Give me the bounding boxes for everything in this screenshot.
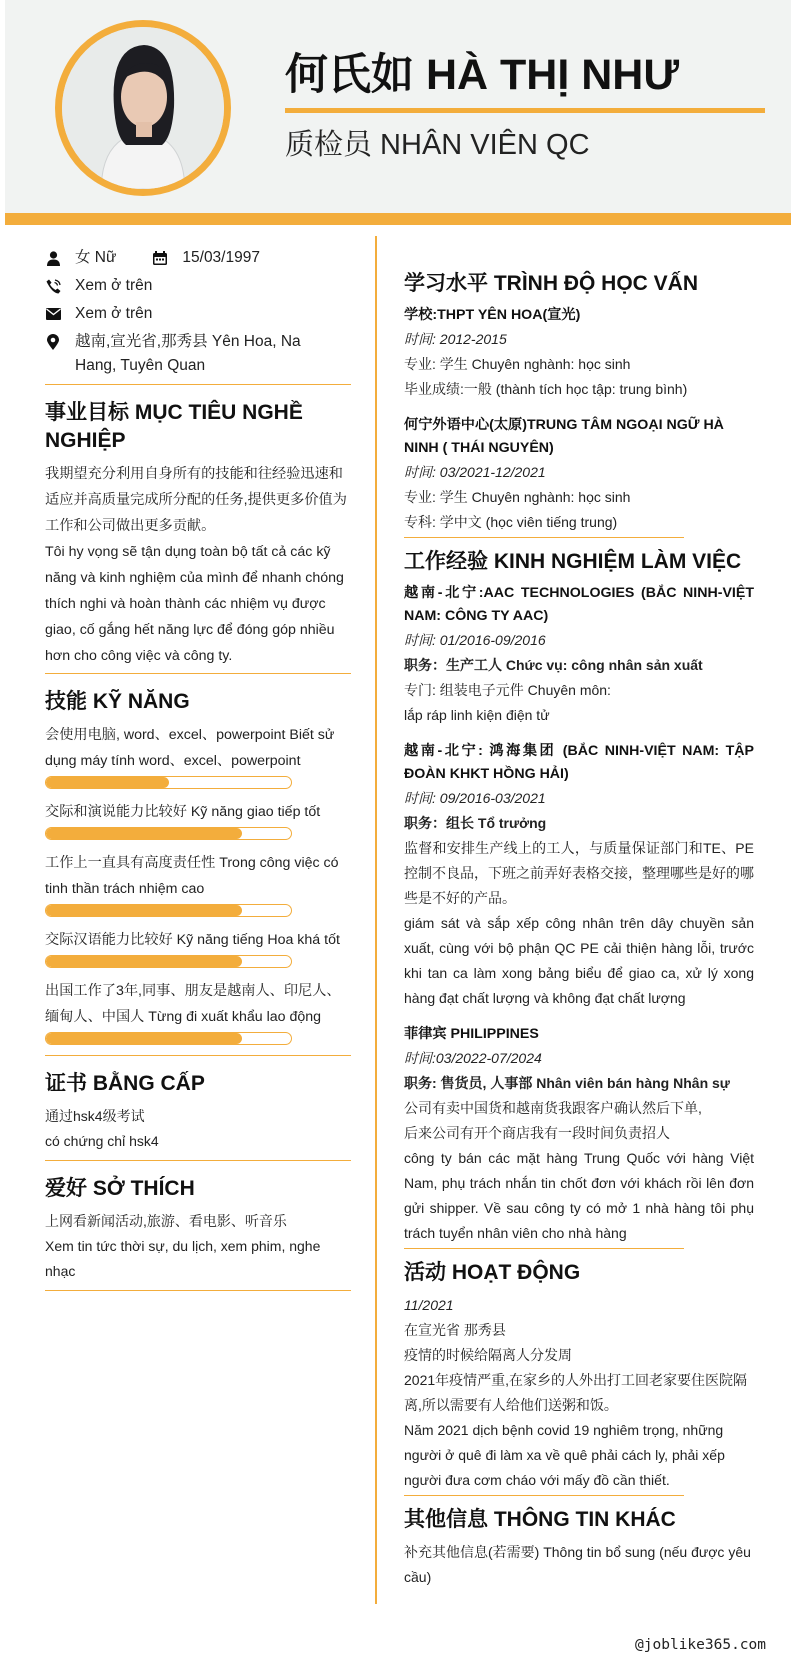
experience-desc: 专门: 组装电子元件 Chuyên môn: (404, 682, 611, 698)
email-text: Xem ở trên (75, 305, 153, 322)
skill-level-fill (46, 777, 169, 788)
avatar (55, 20, 231, 196)
experience-desc: lắp ráp linh kiện điện tử (404, 707, 550, 723)
right-column (404, 270, 754, 1590)
skill-level-bar (45, 904, 292, 917)
education-section (404, 270, 754, 535)
skill-level-bar (45, 776, 292, 789)
activity-time: 11/2021 (404, 1297, 454, 1313)
skills-list (45, 722, 351, 1045)
experience-time: 时间: 01/2016-09/2016 (404, 632, 546, 648)
skill-level-fill (46, 905, 242, 916)
experience-desc: 公司有卖中国货和越南货我跟客户确认然后下单, (404, 1100, 702, 1116)
education-extra: 专科: 学中文 (học viên tiếng trung) (404, 514, 618, 530)
experience-title: 工作经验 KINH NGHIỆM LÀM VIỆC (404, 550, 742, 573)
user-icon (45, 246, 61, 270)
experience-section (404, 548, 754, 1246)
left-column (45, 246, 351, 1305)
skill-text: 交际和演说能力比较好 Kỹ năng giao tiếp tốt (45, 804, 321, 820)
experience-time: 时间:03/2022-07/2024 (404, 1050, 542, 1066)
other-info-text: 补充其他信息(若需要) Thông tin bổ sung (nếu được yêu cầu) (404, 1544, 751, 1585)
hobby-line: Xem tin tức thời sự, du lịch, xem phim, nghe nhạc (45, 1238, 321, 1279)
experience-entry (404, 1023, 754, 1246)
education-title: 学习水平 TRÌNH ĐỘ HỌC VẤN (404, 272, 698, 295)
certificate-line: có chứng chỉ hsk4 (45, 1133, 159, 1149)
company-name: 越南-北宁: 鸿海集团 (BẮC NINH-VIỆT NAM: TẬP ĐOÀN KHKT HỒNG HẢI) (404, 743, 754, 782)
experience-role: 职务：组长 Tổ trưởng (404, 815, 547, 831)
job-title: 质检员 NHÂN VIÊN QC (285, 129, 590, 161)
education-entry (404, 304, 754, 402)
education-time: 时间: 2012-2015 (404, 331, 507, 347)
header-accent-bar (5, 213, 791, 225)
skills-section (45, 688, 351, 1045)
hobbies-section (45, 1175, 351, 1284)
skill-level-bar (45, 955, 292, 968)
candidate-name: 何氏如 HÀ THỊ NHƯ (285, 51, 679, 99)
education-major: 专业: 学生 Chuyên nghành: học sinh (404, 489, 631, 505)
skill-level-fill (46, 1033, 242, 1044)
experience-role: 职务：生产工人 Chức vụ: công nhân sản xuất (404, 657, 703, 673)
skill-level-fill (46, 956, 242, 967)
contact-email (45, 302, 351, 326)
education-major: 专业: 学生 Chuyên nghành: học sinh (404, 356, 631, 372)
hobbies-title: 爱好 SỞ THÍCH (45, 1177, 195, 1200)
certificates-title: 证书 BẰNG CẤP (45, 1072, 205, 1095)
section-separator (45, 673, 351, 674)
gender-text: 女 Nữ (75, 249, 117, 266)
phone-icon (45, 274, 61, 298)
school-name: 何宁外语中心(太原)TRUNG TÂM NGOẠI NGỮ HÀ NINH ( THÁI NGUYÊN) (404, 417, 724, 456)
address-text: 越南,宣光省,那秀县 Yên Hoa, Na Hang, Tuyên Quan (75, 333, 301, 374)
hobby-line: 上网看新闻活动,旅游、看电影、听音乐 (45, 1213, 287, 1229)
experience-desc: công ty bán các mặt hàng Trung Quốc với hàng Việt Nam, phụ trách nhắn tin chốt đơn với khách rồi lên đơn gửi shipper. Về sau công ty có mở 1 nhà hàng tôi phụ trách tuyển nhân viên cho nhà hàng (404, 1150, 754, 1241)
objective-text-vn: Tôi hy vọng sẽ tận dụng toàn bộ tất cả các kỹ năng và kinh nghiệm của mình để nhanh chóng thích nghi và hoàn thành các nhiệm vụ được giao, cố gắng hết năng lực để đóng góp nhiều hơn cho công việc và công ty. (45, 544, 344, 664)
skill-level-bar (45, 827, 292, 840)
calendar-icon (152, 246, 168, 270)
contact-gender (45, 246, 116, 270)
activity-line: Năm 2021 dịch bệnh covid 19 nghiêm trọng, những người ở quê đi làm xa về quê phải cách ly, phải xếp người đưa cơm cháo với mấy đồ cần thiết. (404, 1422, 725, 1488)
experience-role: 职务: 售货员, 人事部 Nhân viên bán hàng Nhân sự (404, 1075, 730, 1091)
education-extra: 毕业成绩:一般 (thành tích học tập: trung bình) (404, 381, 688, 397)
experience-entry (404, 740, 754, 1011)
skills-title: 技能 KỸ NĂNG (45, 690, 190, 713)
experience-time: 时间: 09/2016-03/2021 (404, 790, 546, 806)
activity-line: 2021年疫情严重,在家乡的人外出打工回老家要住医院隔离,所以需要有人给他们送粥和饭。 (404, 1372, 748, 1413)
section-separator (45, 384, 351, 385)
watermark: @joblike365.com (635, 1637, 766, 1653)
other-info-section (404, 1506, 754, 1590)
skill-text: 出国工作了3年,同事、朋友是越南人、印尼人、缅甸人、中国人 Từng đi xuất khẩu lao động (45, 983, 341, 1025)
skill-text: 交际汉语能力比较好 Kỹ năng tiếng Hoa khá tốt (45, 932, 340, 948)
activity-line: 疫情的时候给隔离人分发周 (404, 1347, 572, 1363)
activities-section (404, 1259, 754, 1493)
section-separator (404, 537, 684, 538)
contact-phone (45, 274, 351, 298)
school-name: 学校:THPT YÊN HOA(宣光) (404, 307, 581, 323)
activities-title: 活动 HOẠT ĐỘNG (404, 1261, 581, 1284)
email-icon (45, 302, 61, 326)
contact-address (45, 330, 351, 378)
experience-entry (404, 582, 754, 728)
objective-section (45, 399, 351, 669)
skill-text: 会使用电脑, word、excel、powerpoint Biết sử dụng máy tính word、excel、powerpoint (45, 727, 335, 769)
section-separator (45, 1290, 351, 1291)
activity-line: 在宣光省 那秀县 (404, 1322, 506, 1338)
phone-text: Xem ở trên (75, 277, 153, 294)
section-separator (45, 1055, 351, 1056)
objective-title: 事业目标 MỤC TIÊU NGHỀ NGHIỆP (45, 401, 303, 452)
contact-birthday (152, 246, 260, 270)
experience-desc: 监督和安排生产线上的工人，与质量保证部门和TE、PE控制不良品，下班之前弄好表格交接，整理哪些是好的哪些是不好的产品。 (404, 840, 754, 906)
profile-photo (62, 27, 224, 189)
certificates-section (45, 1070, 351, 1154)
section-separator (45, 1160, 351, 1161)
education-time: 时间: 03/2021-12/2021 (404, 464, 546, 480)
company-name: 菲律宾 PHILIPPINES (404, 1026, 539, 1042)
section-separator (404, 1248, 684, 1249)
skill-text: 工作上一直具有高度责任性 Trong công việc có tinh thần trách nhiệm cao (45, 855, 339, 897)
education-entry (404, 414, 754, 535)
name-underline (285, 108, 765, 113)
objective-text-cn: 我期望充分利用自身所有的技能和往经验迅速和适应并高质量完成所分配的任务,提供更多价值为工作和公司做出更多贡献。 (45, 466, 347, 534)
experience-desc: 后来公司有开个商店我有一段时间负责招人 (404, 1125, 670, 1141)
experience-desc: giám sát và sắp xếp công nhân trên dây chuyền sản xuất, cùng với bộ phận QC PE cải thiện hàng lỗi, trước khi tan ca làm xong bảng biểu để giao ca, xử lý xong hàng đạt chất lượng và không đạt chất lượng (404, 915, 754, 1006)
column-divider (375, 236, 377, 1604)
other-info-title: 其他信息 THÔNG TIN KHÁC (404, 1508, 676, 1531)
certificate-line: 通过hsk4级考试 (45, 1108, 145, 1124)
location-icon (45, 330, 61, 354)
skill-level-fill (46, 828, 242, 839)
birthday-text: 15/03/1997 (182, 249, 260, 266)
section-separator (404, 1495, 684, 1496)
skill-level-bar (45, 1032, 292, 1045)
company-name: 越南-北宁:AAC TECHNOLOGIES (BẮC NINH-VIỆT NAM: CÔNG TY AAC) (404, 585, 754, 624)
